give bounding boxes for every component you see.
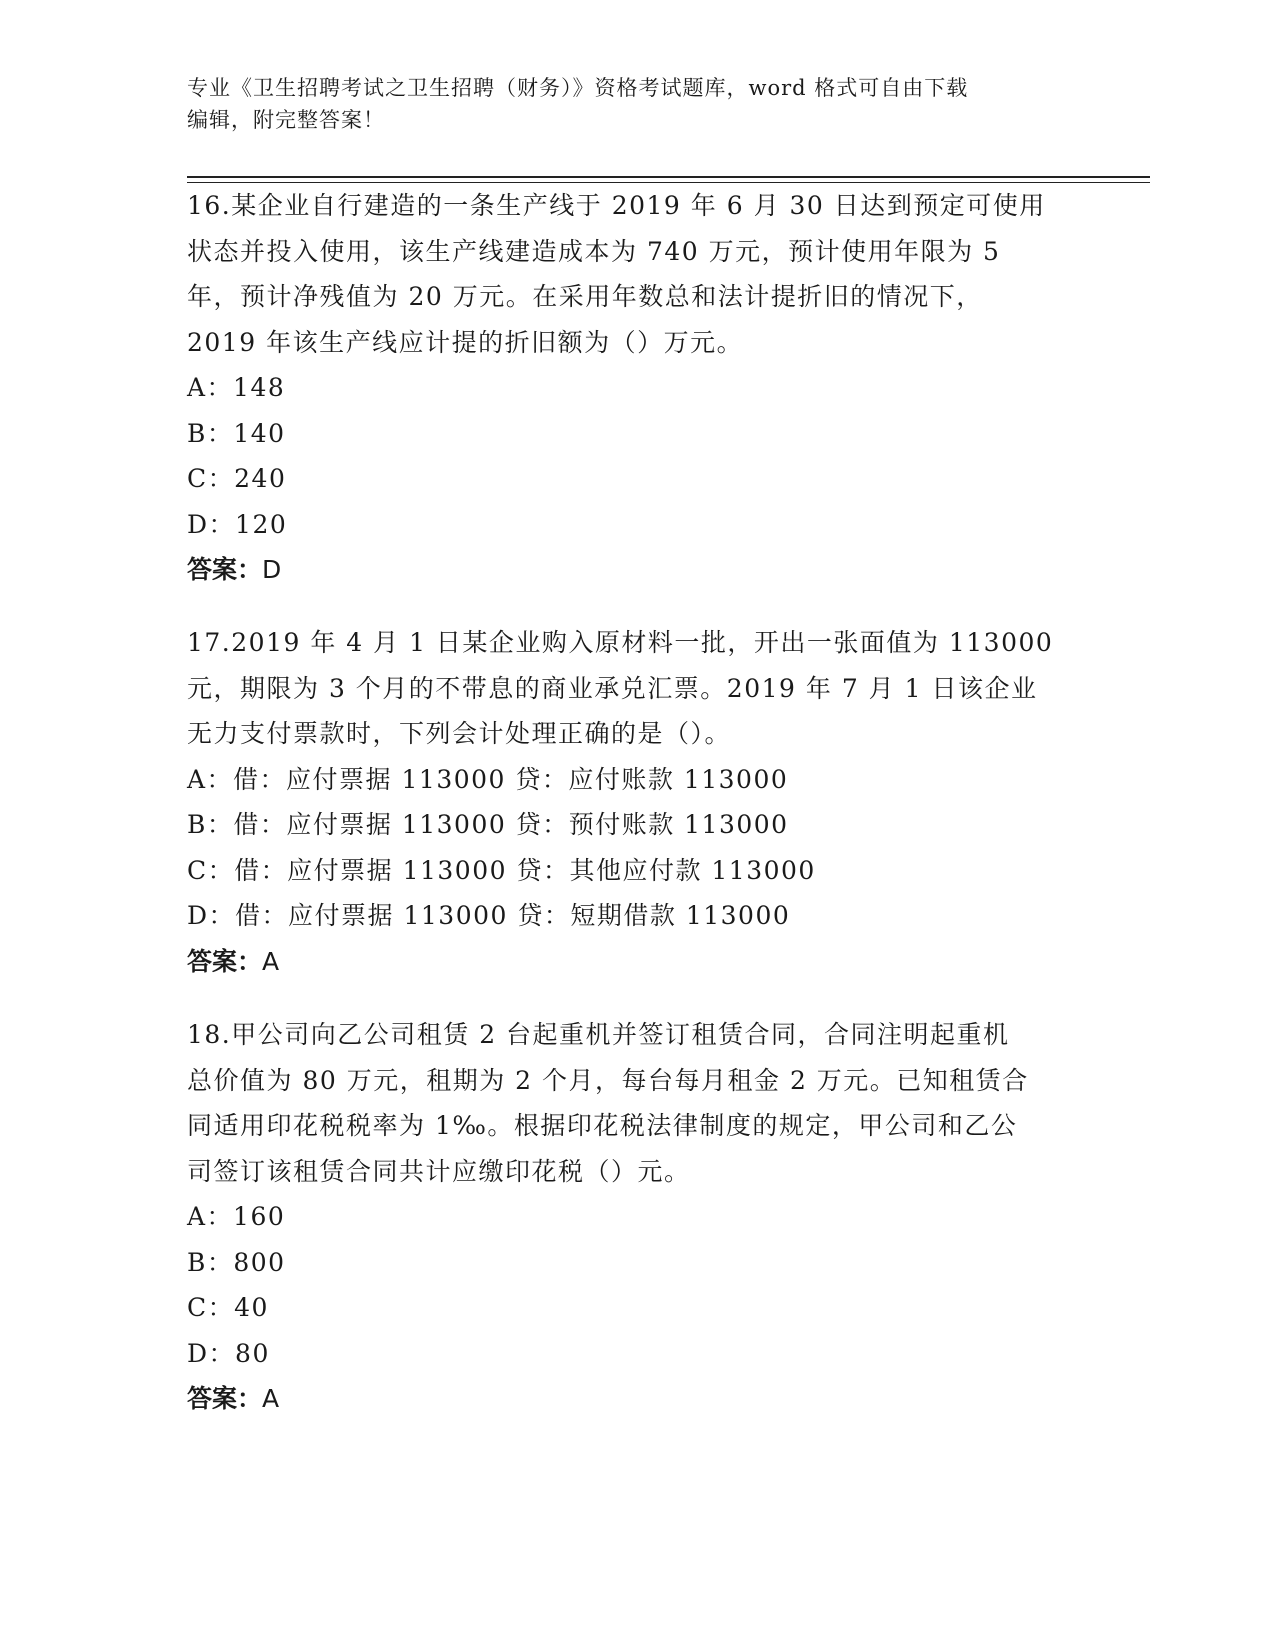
question-line: 16.某企业自行建造的一条生产线于 2019 年 6 月 30 日达到预定可使用 (187, 191, 1046, 220)
answer (187, 547, 1077, 593)
answer-label: 答案： (187, 1384, 263, 1413)
option-a: A：148 (187, 373, 286, 402)
question-18 (187, 1012, 1077, 1422)
option-d: D：80 (187, 1338, 270, 1368)
option-a: A：160 (187, 1202, 286, 1231)
question-line: 18.甲公司向乙公司租赁 2 台起重机并签订租赁合同，合同注明起重机 (187, 1020, 1010, 1049)
answer-label: 答案： (187, 946, 263, 976)
option-b: B：800 (187, 1247, 286, 1277)
question-line: 司签订该租赁合同共计应缴印花税（）元。 (187, 1156, 691, 1186)
header-line-2: 编辑，附完整答案！ (187, 108, 385, 132)
question-line: 17.2019 年 4 月 1 日某企业购入原材料一批，开出一张面值为 113000 (187, 628, 1054, 657)
question-line: 年，预计净残值为 20 万元。在采用年数总和法计提折旧的情况下， (187, 282, 983, 311)
question-line: 总价值为 80 万元，租期为 2 个月，每台每月租金 2 万元。已知租赁合 (187, 1065, 1029, 1095)
answer-label: 答案： (187, 555, 263, 584)
question-16 (187, 183, 1077, 593)
answer-value: D (262, 555, 282, 584)
option-b: B：借：应付票据 113000 贷：预付账款 113000 (187, 810, 789, 839)
option-c: C：借：应付票据 113000 贷：其他应付款 113000 (187, 855, 816, 885)
option-c: C：240 (187, 464, 287, 493)
answer (187, 1376, 1077, 1422)
option-b: B：140 (187, 418, 286, 448)
document-header (187, 72, 1087, 136)
option-d: D：借：应付票据 113000 贷：短期借款 113000 (187, 901, 791, 930)
option-d: D：120 (187, 509, 288, 539)
question-line: 状态并投入使用，该生产线建造成本为 740 万元，预计使用年限为 5 (187, 236, 1001, 266)
answer (187, 939, 1077, 985)
answer-value: A (262, 1384, 280, 1413)
header-divider-thick (187, 176, 1150, 178)
question-line: 同适用印花税税率为 1‰。根据印花税法律制度的规定，甲公司和乙公 (187, 1111, 1018, 1140)
question-line: 元，期限为 3 个月的不带息的商业承兑汇票。2019 年 7 月 1 日该企业 (187, 673, 1038, 703)
option-a: A：借：应付票据 113000 贷：应付账款 113000 (187, 764, 789, 794)
option-c: C：40 (187, 1293, 269, 1322)
header-line-1: 专业《卫生招聘考试之卫生招聘（财务）》资格考试题库，word 格式可自由下载 (187, 76, 969, 100)
question-17 (187, 620, 1077, 984)
question-line: 无力支付票款时，下列会计处理正确的是（）。 (187, 719, 732, 748)
answer-value: A (262, 946, 280, 976)
question-line: 2019 年该生产线应计提的折旧额为（）万元。 (187, 327, 744, 357)
